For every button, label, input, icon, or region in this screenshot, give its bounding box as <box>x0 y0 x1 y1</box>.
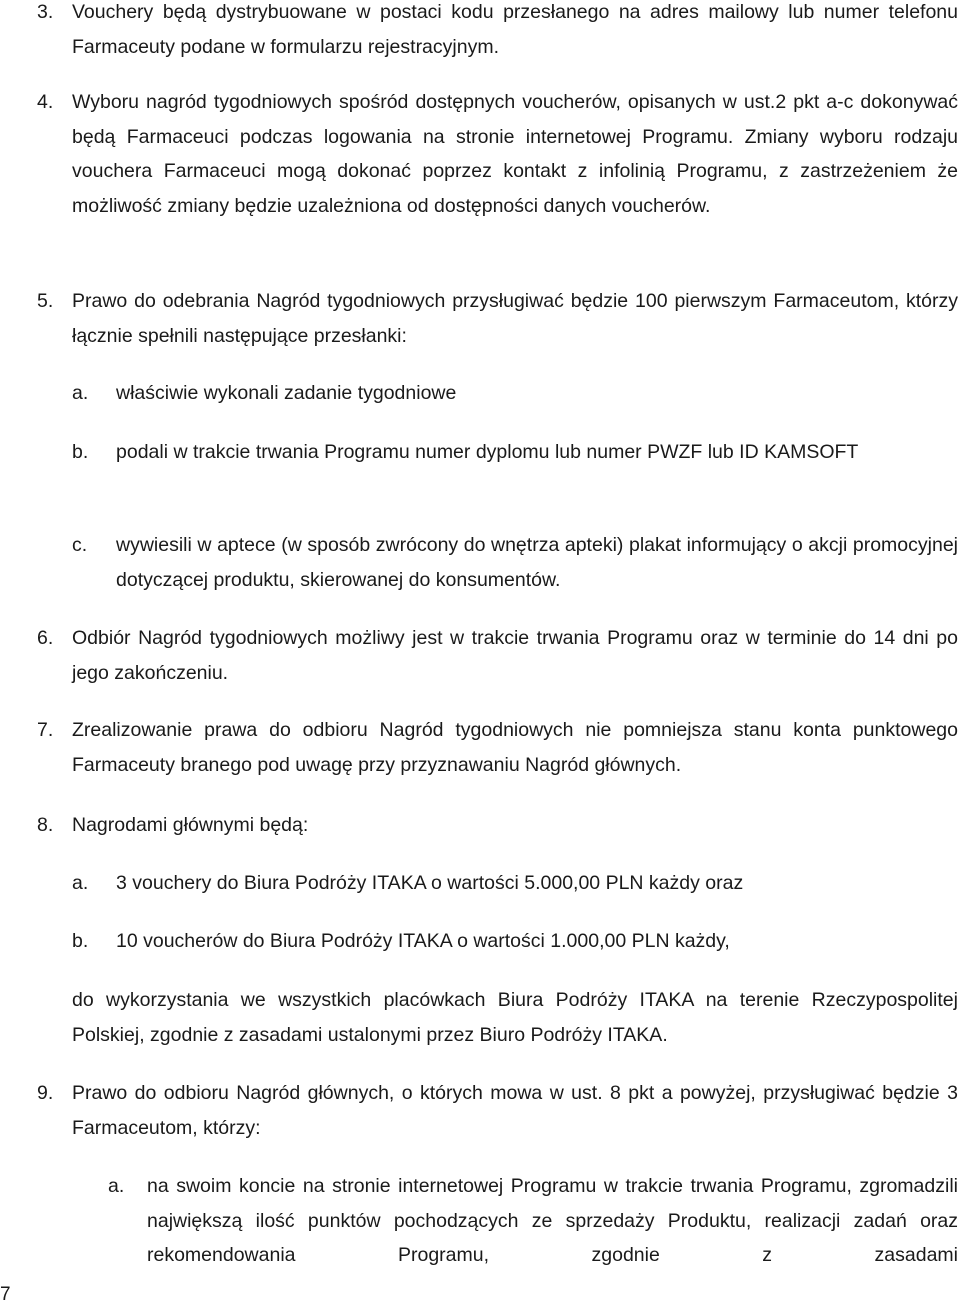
item-text: Nagrodami głównymi będą: <box>72 814 309 836</box>
sub-item-text: 3 vouchery do Biura Podróży ITAKA o wartości 5.000,00 PLN każdy oraz <box>116 872 744 894</box>
sub-item-text: właściwie wykonali zadanie tygodniowe <box>116 382 457 404</box>
sub-item-9a <box>0 1169 960 1273</box>
sub-item-letter: a. <box>72 872 89 894</box>
sub-item-5b <box>0 435 960 470</box>
sub-item-8b <box>0 924 960 959</box>
sub-item-letter: b. <box>72 441 89 463</box>
list-item-3 <box>0 0 960 64</box>
item-8-note <box>0 983 960 1052</box>
item-number: 8. <box>37 814 54 836</box>
item-text: Odbiór Nagród tygodniowych możliwy jest w trakcie trwania Programu oraz w terminie do 14 dni po jego zakończeniu. <box>72 627 958 684</box>
list-item-5 <box>0 284 960 353</box>
page-number: 7 <box>0 1284 11 1305</box>
item-text: Wyboru nagród tygodniowych spośród dostępnych voucherów, opisanych w ust.2 pkt a-c dokonywać będą Farmaceuci podczas logowania na stronie internetowej Programu. Zmiany wyboru rodzaju vouchera Farmaceuci mogą dokonać poprzez kontakt z infolinią Programu, z zastrzeżeniem że możliwość zmiany będzie uzależniona od dostępności danych voucherów. <box>72 91 958 217</box>
sub-item-text: na swoim koncie na stronie internetowej Programu w trakcie trwania Programu, zgromadzili największą ilość punktów pochodzących ze sprzedaży Produktu, realizacji zadań oraz rekomendowania Programu, zgodnie z zasadami <box>147 1175 958 1266</box>
item-number: 4. <box>37 91 54 113</box>
item-text: Zrealizowanie prawa do odbioru Nagród tygodniowych nie pomniejsza stanu konta punktowego Farmaceuty branego pod uwagę przy przyznawaniu Nagród głównych. <box>72 719 958 776</box>
item-number: 9. <box>37 1082 54 1104</box>
item-number: 5. <box>37 290 54 312</box>
sub-item-text: 10 voucherów do Biura Podróży ITAKA o wartości 1.000,00 PLN każdy, <box>116 930 730 952</box>
sub-item-8a <box>0 866 960 901</box>
sub-item-5c <box>0 528 960 597</box>
sub-item-letter: c. <box>72 534 88 556</box>
item-text: Vouchery będą dystrybuowane w postaci kodu przesłanego na adres mailowy lub numer telefonu Farmaceuty podane w formularzu rejestracyjnym. <box>72 1 958 58</box>
item-text: Prawo do odebrania Nagród tygodniowych przysługiwać będzie 100 pierwszym Farmaceutom, którzy łącznie spełnili następujące przesłanki: <box>72 290 958 347</box>
sub-item-letter: b. <box>72 930 89 952</box>
sub-item-text: podali w trakcie trwania Programu numer dyplomu lub numer PWZF lub ID KAMSOFT <box>116 441 859 463</box>
list-item-8 <box>0 808 960 843</box>
item-number: 6. <box>37 627 54 649</box>
sub-item-letter: a. <box>108 1175 125 1197</box>
item-number: 3. <box>37 1 54 23</box>
sub-item-text: wywiesili w aptece (w sposób zwrócony do wnętrza apteki) plakat informujący o akcji promocyjnej dotyczącej produktu, skierowanej do konsumentów. <box>116 534 958 591</box>
note-text: do wykorzystania we wszystkich placówkach Biura Podróży ITAKA na terenie Rzeczypospolitej Polskiej, zgodnie z zasadami ustalonymi przez Biuro Podróży ITAKA. <box>72 989 958 1046</box>
sub-item-5a <box>0 376 960 411</box>
list-item-4 <box>0 85 960 223</box>
sub-item-letter: a. <box>72 382 89 404</box>
item-number: 7. <box>37 719 54 741</box>
list-item-7 <box>0 713 960 782</box>
list-item-9 <box>0 1076 960 1145</box>
item-text: Prawo do odbioru Nagród głównych, o których mowa w ust. 8 pkt a powyżej, przysługiwać będzie 3 Farmaceutom, którzy: <box>72 1082 958 1139</box>
list-item-6 <box>0 621 960 690</box>
